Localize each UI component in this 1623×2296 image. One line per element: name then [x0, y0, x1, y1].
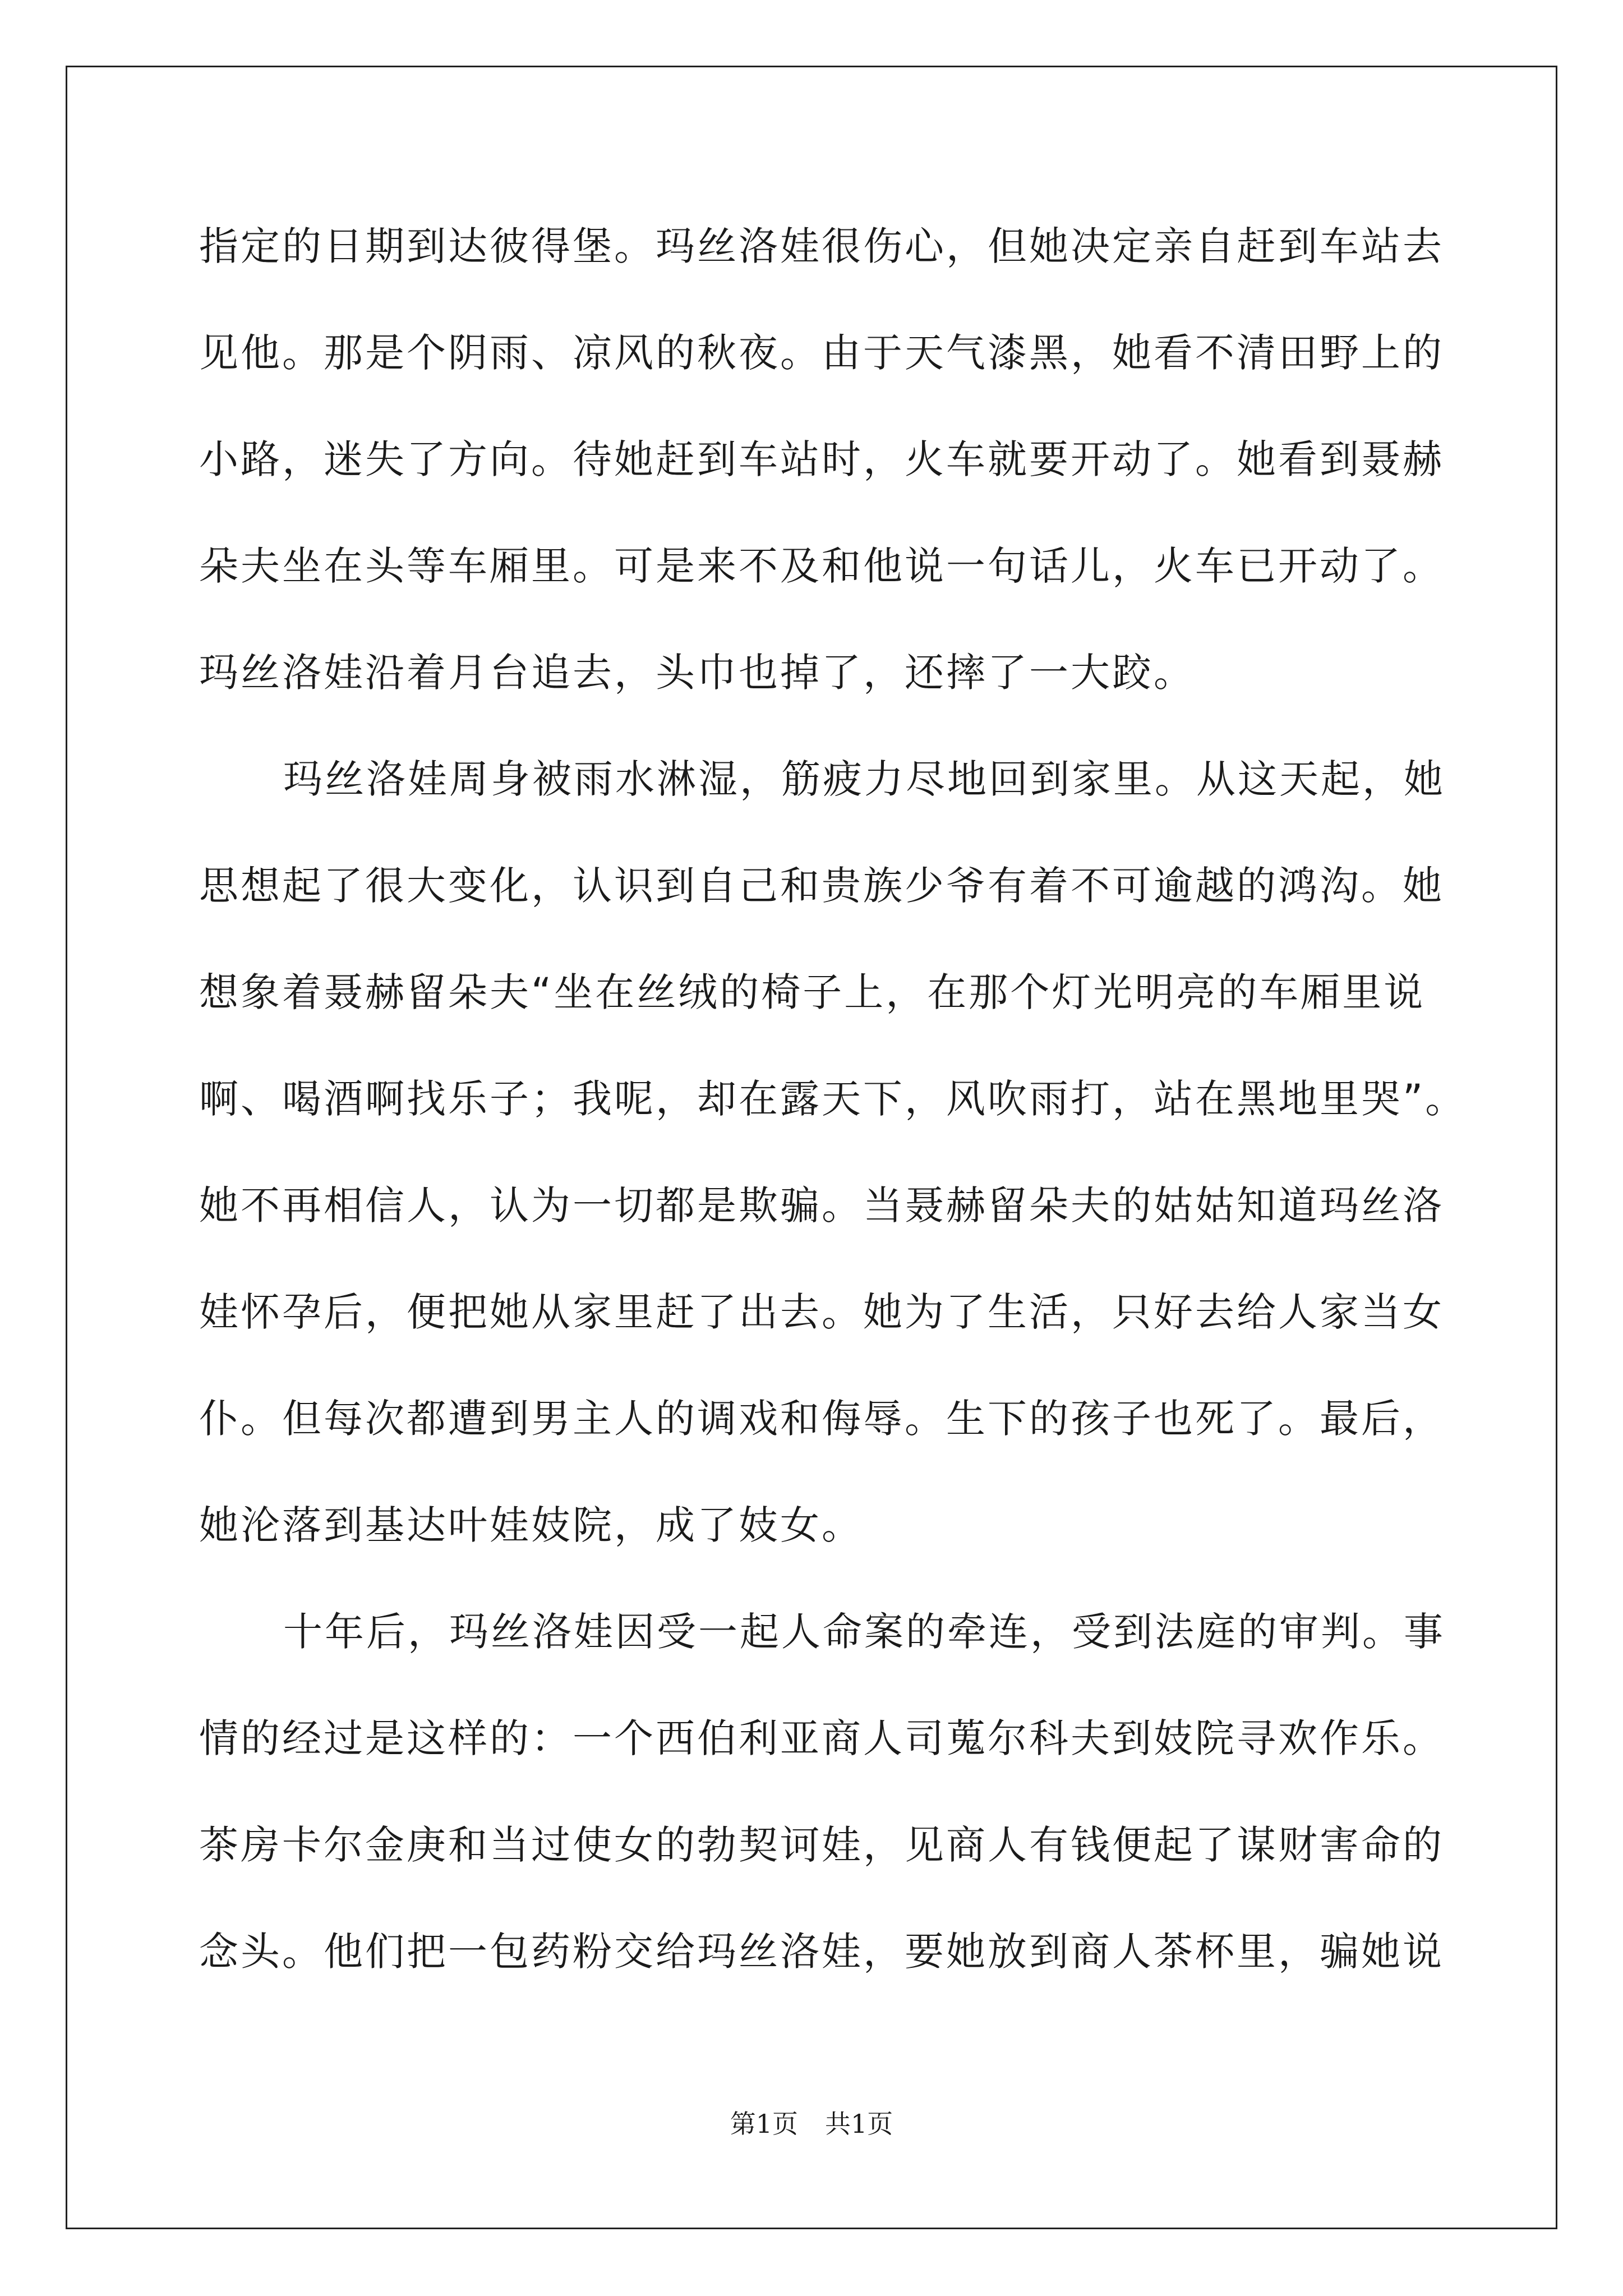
- text-line: 思想起了很大变化，认识到自己和贵族少爷有着不可逾越的鸿沟。她: [199, 863, 1444, 909]
- text-line: 茶房卡尔金庚和当过使女的勃契诃娃，见商人有钱便起了谋财害命的: [199, 1822, 1444, 1868]
- text-line: 她沦落到基达叶娃妓院，成了妓女。: [199, 1502, 863, 1548]
- total-pages: 共1页: [825, 2109, 893, 2139]
- text-line: 指定的日期到达彼得堡。玛丝洛娃很伤心，但她决定亲自赶到车站去: [199, 223, 1444, 269]
- paragraph-start-line: 玛丝洛娃周身被雨水淋湿，筋疲力尽地回到家里。从这天起，她: [283, 756, 1445, 802]
- text-line: 仆。但每次都遭到男主人的调戏和侮辱。生下的孩子也死了。最后，: [199, 1396, 1444, 1442]
- text-line: 玛丝洛娃沿着月台追去，头巾也掉了，还摔了一大跤。: [199, 650, 1195, 696]
- page-footer: [0, 2104, 1623, 2141]
- text-line: 娃怀孕后，便把她从家里赶了出去。她为了生活，只好去给人家当女: [199, 1289, 1444, 1335]
- text-line: 小路，迷失了方向。待她赶到车站时，火车就要开动了。她看到聂赫: [199, 436, 1444, 482]
- document-body: [199, 210, 1467, 2022]
- text-line: 朵夫坐在头等车厢里。可是来不及和他说一句话儿，火车已开动了。: [199, 543, 1444, 589]
- text-line: 她不再相信人，认为一切都是欺骗。当聂赫留朵夫的姑姑知道玛丝洛: [199, 1182, 1444, 1228]
- text-line: 见他。那是个阴雨、凉风的秋夜。由于天气漆黑，她看不清田野上的: [199, 330, 1444, 376]
- text-line: 想象着聂赫留朵夫“坐在丝绒的椅子上，在那个灯光明亮的车厢里说: [199, 969, 1426, 1015]
- paragraph-start-line: 十年后，玛丝洛娃因受一起人命案的牵连，受到法庭的审判。事: [283, 1609, 1445, 1655]
- text-line: 念头。他们把一包药粉交给玛丝洛娃，要她放到商人茶杯里，骗她说: [199, 1929, 1444, 1975]
- page-number: 第1页: [730, 2109, 798, 2139]
- text-line: 啊、喝酒啊找乐子；我呢，却在露天下，风吹雨打，站在黑地里哭”。: [199, 1076, 1467, 1122]
- text-line: 情的经过是这样的：一个西伯利亚商人司蒐尔科夫到妓院寻欢作乐。: [199, 1715, 1444, 1761]
